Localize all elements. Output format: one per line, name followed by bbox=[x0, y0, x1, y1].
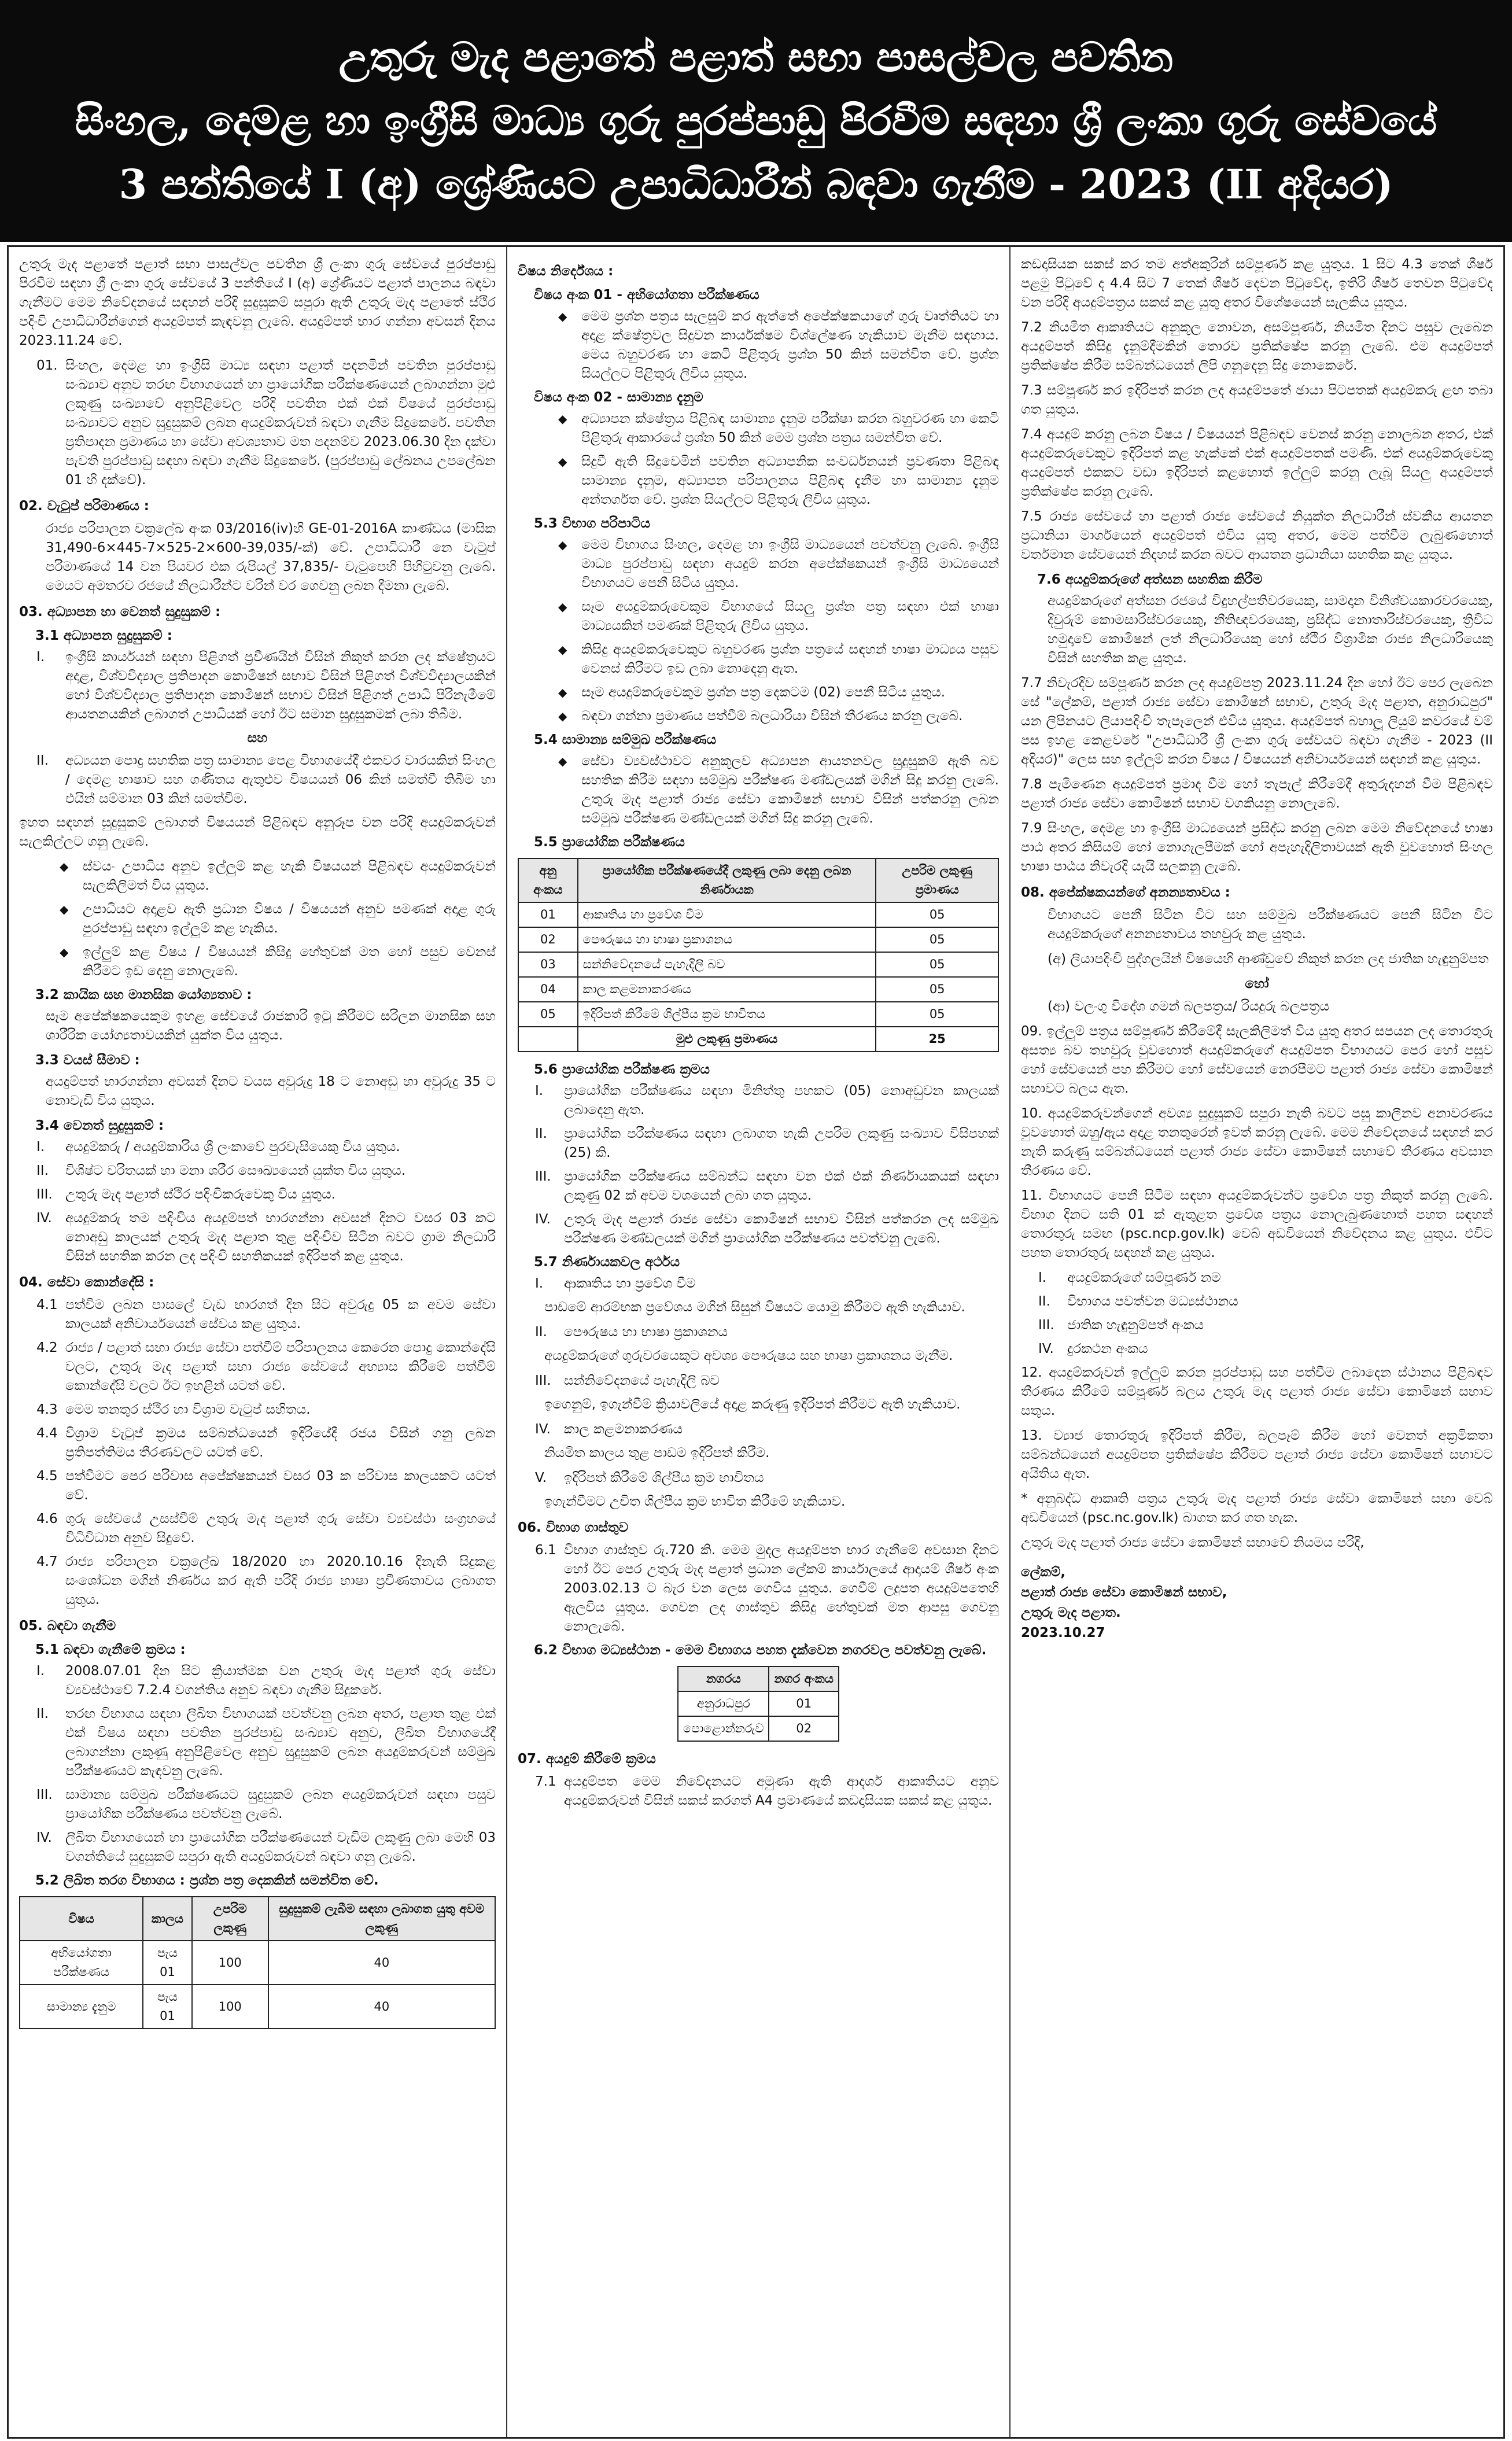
condition-4-2: 4.2 රාජ්‍ය / පළාත් සභා රාජ්‍ය සේවා පත්වීම් පරිපාලනය කෙරෙන පොදු කොන්දේසි වලට, උතුරු මැද පළාත් සභා රාජ්‍ය සේවයේ අභ්‍යාස කිරීමේ පත්වීම් කොන්දේසි වලට ඊට ඉහළින් යටත් වේ. bbox=[36, 1340, 496, 1393]
table-header: අනු අංකය bbox=[518, 858, 578, 902]
apply-7-3: 7.3 සම්පූර්ණ කර ඉදිරිපත් කරන ලද අයදුම්පතේ ඡායා පිටපතක් අයදුම්කරු ළඟ තබා ගත යුතුය. bbox=[1021, 383, 1493, 417]
paper-02-text-1: ◆ අධ්‍යාපන ක්ෂේත්‍රය පිළිබඳ සාමාන්‍ය දැනුම පරීක්ෂා කරන බහුවරණ හා කෙටි පිළිතුරු ආකාරයේ ප්‍රශ්න 50 කින් මෙම ප්‍රශ්න පත්‍රය සමන්විත වේ. bbox=[518, 410, 999, 448]
qualification-ii: II. අධ්‍යයන පොදු සහතික පත්‍ර සාමාන්‍ය පෙළ විභාගයේදී එකවර වාරයකින් සිංහල / දෙමළ භාෂාව සහ ගණිතය ඇතුළුව විෂයයන් 06 කින් සමත්වී තිබීම හා එයින් සම්මාන 03 කින් සමත්වීම. bbox=[36, 753, 496, 806]
section-3-2-text: සෑම අපේක්ෂකයෙකුම ඉහළ සේවයේ රාජකාරි ඉටු කිරීමට සරිලන මානසික සහ ශාරීරික යෝග්‍යතාවයකින් යුක්ත විය යුතුය. bbox=[46, 1009, 496, 1043]
section-3-1-title: 3.1 අධ්‍යාපන සුදුසුකම් : bbox=[35, 628, 172, 643]
note-bullet-3: ◆ ඉල්ලුම් කළ විෂය / විෂයයන් කිසිදු හේතුවක් මත හෝ පසුව වෙනස් කිරීමට ඉඩ දෙනු නොලැබේ. bbox=[19, 943, 496, 981]
other-qual-iv: IV. අයදුම්කරු තම පදිංචිය අයදුම්පත් භාරගන්නා අවසන් දිනට වසර 03 කට නොඅඩු කාලයක් උතුරු මැද පළාත තුළ පදිංචිව සිටින බවට ග්‍රාම නිලධාරි විසින් සහතික කරන ලද පදිංචි සහතිකයක් ඉදිරිපත් කළ යුතුය. bbox=[36, 1211, 496, 1264]
age-limit-text: අයදුම්පත් භාරගන්නා අවසන් දිනට වයස අවුරුදු 18 ට නොඅඩු හා අවුරුදු 35 ට නොවැඩි විය යුතුය. bbox=[46, 1074, 496, 1108]
table-header: නගර අංකය bbox=[769, 1666, 838, 1691]
criterion-v: V. ඉදිරිපත් කිරීමේ ශිල්පීය ක්‍රම භාවිතය bbox=[535, 1470, 764, 1485]
salary-scale-text: රාජ්‍ය පරිපාලන චක්‍රලේඛ අංක 03/2016(iv)හි GE-01-2016A කාණ්ඩය (මාසික 31,490-6×445-7×525-2×600-39,035/-ක්) වේ. උපාධිධාරී නෙ වැටුප් පරිමාණයේ 14 වන පියවර එක රුපියල් 37,835/- වැටුපෙහි පිහිටුවනු ලැබේ. මෙයට අමතරව රජයේ නිලධාරීන්ට වරින් වර ගෙවනු ලබන දීමනා ලැබේ. bbox=[46, 521, 496, 593]
section-06-title: 06. විභාග ගාස්තුව bbox=[518, 1520, 629, 1535]
exam-rule-2: ◆ සෑම අයදුම්කරුවෙකුම විභාගයේ සියලු ප්‍රශ්න පත්‍ර සඳහා එක් භාෂා මාධ්‍යයකින් පමණක් පිළිතුරු ලිවිය යුතුය. bbox=[518, 598, 999, 636]
table-total-row: මුළු ලකුණු ප්‍රමාණය 25 bbox=[518, 1027, 998, 1052]
intro-paragraph: උතුරු මැද පළාතේ පළාත් සභා පාසල්වල පවතින ශ්‍රී ලංකා ගුරු සේවයේ පුරප්පාඩු පිරවීම සඳහා ශ්‍රී ලංකා ගුරු සේවයේ 3 පන්තියේ I (අ) ශ්‍රේණියට පළාත් පාලනය බඳවා ගැනීමට මෙම නිවේදනයේ සඳහන් පරිදි සුදුසුකම් සපුරා ඇති උතුරු මැද පළාතේ ස්ථිර පදිංචි උපාධිධාරීන්ගෙන් අයදුම්පත් කැඳවනු ලැබේ. අයදුම්පත් භාර ගන්නා අවසන් දිනය 2023.11.24 වේ. bbox=[19, 257, 496, 348]
note-bullet-2: ◆ උපාධියට අදාළව ඇති ප්‍රධාන විෂය / විෂයයන් අනුව පමණක් අදාළ ගුරු පුරප්පාඩු සඳහා ඉල්ලුම් කළ හැකිය. bbox=[19, 900, 496, 938]
other-qual-iii: III. උතුරු මැද පළාත් ස්ථිර පදිංචිකරුවෙකු විය යුතුය. bbox=[36, 1187, 335, 1202]
table-row: පොළොන්නරුව 02 bbox=[678, 1716, 839, 1741]
criterion-ii-text: අයදුම්කරුගේ ගුරුවරයෙකුට අවශ්‍ය පෞරුෂය සහ භාෂා ප්‍රකාශනය මැනීම. bbox=[544, 1348, 953, 1363]
apply-7-6-title: 7.6 අයදුම්කරුගේ අත්සන සහතික කිරීම bbox=[1037, 572, 1263, 587]
condition-4-4: 4.4 විශ්‍රාම වැටුප් ක්‍රමය සම්බන්ධයෙන් ඉදිරියේදී රජය විසින් ගනු ලබන ප්‍රතිපත්තිමය තීරණවලට යටත් වේ. bbox=[36, 1426, 496, 1460]
admission-info-iv: IV. දුරකථන අංකය bbox=[1038, 1341, 1148, 1356]
table-row: 02 පෞරුෂය හා භාෂා ප්‍රකාශනය 05 bbox=[518, 927, 998, 952]
syllabus-title: විෂය නිර්දේශය : bbox=[518, 264, 614, 279]
criterion-i-text: පාඩමේ ආරම්භක ප්‍රවේශය මගින් සිසුන් විෂයට යොමු කිරීමට ඇති හැකියාව. bbox=[544, 1300, 965, 1315]
criterion-iv: IV. කාල කළමනාකරණය bbox=[535, 1422, 683, 1437]
and-separator: සහ bbox=[247, 731, 268, 746]
criterion-iv-text: නියමිත කාලය තුළ පාඩම ඉදිරිපත් කිරීම. bbox=[544, 1446, 770, 1461]
apply-7-1-cont: කඩදාසියක සකස් කර තම අත්අකුරින් සම්පූර්ණ කළ යුතුය. 1 සිට 4.3 තෙක් ශීර්ෂ පළමු පිටුවේ ද 4.4 සිට 7 තෙක් ශීර්ෂ දෙවන පිටුවේද, ඉතිරි ශීර්ෂ තෙවන පිටුවේද වන පරිදි අයදුම්පත්‍රය සකස් කළ යුතු අතර විශේෂයෙන් සැලකිය යුතුය. bbox=[1021, 257, 1493, 310]
order-line: උතුරු මැද පළාත් රාජ්‍ය සේවා කොමිෂන් සභාවේ නියමය පරිදි, bbox=[1021, 1535, 1365, 1550]
table-row: 05 ඉදිරිපත් කිරීමේ ශිල්පීය ක්‍රම භාවිතය 05 bbox=[518, 1002, 998, 1027]
section-12: 12. අයදුම්කරුවන් ඉල්ලුම් කරන පුරප්පාඩු සහ පත්වීම ලබාදෙන ස්ථානය පිළිබඳව තීරණය කිරීමේ සම්පූර්ණ බලය උතුරු මැද පළාත් රාජ්‍ය සේවා කොමිෂන් සභාව සතුය. bbox=[1021, 1365, 1493, 1418]
apply-7-8: 7.8 පැමිණෙන අයදුම්පත් ප්‍රමාද වීම හෝ තැපැල් කිරීමේදී අතුරුදහන් වීම පිළිබඳව පළාත් රාජ්‍ය සේවා කොමිෂන් සභාව වගකියනු නොලැබේ. bbox=[1021, 777, 1493, 811]
admission-info-ii: II. විභාගය පවත්වන මධ්‍යස්ථානය bbox=[1038, 1294, 1238, 1309]
apply-7-6-text: අයදුම්කරුගේ අත්සන රජයේ විදුහල්පතිවරයෙකු, සාමදාන විනිශ්චයකාරවරයෙකු, දිවුරුම් කොමසාරිස්වරයෙකු, නීතිඥවරයෙකු, ප්‍රසිද්ධ නොතාරිස්වරයෙකු, ත්‍රිවිධ හමුදාවේ කොමිෂන් ලත් නිලධාරියෙකු හෝ ස්ථිර විශ්‍රාමික රාජ්‍ය නිලධාරියෙකු විසින් සහතික කළ යුතුය. bbox=[1048, 593, 1493, 666]
identity-text: විභාගයට පෙනී සිටින විට සහ සම්මුඛ පරීක්ෂණයට පෙනී සිටින විට අයදුම්කරුගේ අනන්‍යතාවය තහවුරු කළ යුතුය. bbox=[1048, 908, 1493, 942]
condition-4-7: 4.7 රාජ්‍ය පරිපාලන චක්‍රලේඛ 18/2020 හා 2020.10.16 දිනැති සිදුකළ සංශෝධන මගින් නිර්ණය කර ඇති පරිදි රාජ්‍ය භාෂා ප්‍රවීණතාවය ලබාගත යුතුය. bbox=[36, 1554, 496, 1607]
section-13: 13. ව්‍යාජ තොරතුරු ඉදිරිපත් කිරීම, බලපෑම් කිරීම හෝ වෙනත් අක්‍රමිකතා සම්බන්ධයෙන් අයදුම්පත ප්‍රතික්ෂේප කිරීමට පළාත් රාජ්‍ය සේවා කොමිෂන් සභාවට අයිතිය ඇත. bbox=[1021, 1428, 1493, 1481]
practical-method-i: I. ප්‍රායෝගික පරීක්ෂණය සඳහා මිනිත්තු පහකට (05) නොඅඩුවන කාලයක් ලබාදෙනු ඇත. bbox=[535, 1083, 999, 1118]
apply-7-7: 7.7 නිවැරදිව සම්පූර්ණ කරන ලද අයදුම්පත්‍ර 2023.11.24 දින හෝ ඊට පෙර ලැබෙන සේ "ලේකම්, පළාත් රාජ්‍ය සේවා කොමිෂන් සභාව, උතුරු මැද පළාත, අනුරාධපුර" යන ලිපිනයට ලියාපදිංචි තැපෑලෙන් එවිය යුතුය. අයදුම්පත් බහාලූ ලියුම් කවරයේ වම් පස ඉහළ කෙළවරේ "උපාධිධාරී ශ්‍රී ලංකා ගුරු සේවයට බඳවා ගැනීම - 2023 (II අදියර)" ලෙස සහ ඉල්ලුම් කරන විෂය / විෂයයන් අනිවාර්යයෙන් සඳහන් කළ යුතුය. bbox=[1021, 676, 1493, 767]
admission-info-i: I. අයදුම්කරුගේ සම්පූර්ණ නම bbox=[1038, 1270, 1221, 1285]
exam-rule-5: ◆ බඳවා ගන්නා ප්‍රමාණය පත්වීම් බලධාරියා විසින් තීරණය කරනු ලැබේ. bbox=[518, 707, 999, 726]
table-row: 03 සන්නිවේදනයේ පැහැදිලි බව 05 bbox=[518, 952, 998, 977]
column-3 bbox=[1011, 247, 1503, 2437]
practical-test-table bbox=[518, 858, 999, 1052]
criterion-iii: III. සන්නිවේදනයේ පැහැදිලි බව bbox=[535, 1373, 720, 1388]
signatory-office: පළාත් රාජ්‍ය සේවා කොමිෂන් සභාව, bbox=[1021, 1585, 1227, 1600]
exam-centre-table bbox=[677, 1666, 839, 1742]
signatory-province: උතුරු මැද පළාත. bbox=[1021, 1605, 1121, 1620]
recruit-i: I. 2008.07.01 දින සිට ක්‍රියාත්මක වන උතුරු මැද පළාත් ගුරු සේවා ව්‍යවස්ථාවේ 7.2.4 වගන්තිය අනුව බඳවා ගැනීම සිදුකරේ. bbox=[36, 1664, 496, 1698]
section-5-5-title: 5.5 ප්‍රායෝගික පරීක්ෂණය bbox=[534, 835, 685, 850]
apply-7-4: 7.4 අයදුම් කරනු ලබන විෂය / විෂයයන් පිළිබඳව වෙනස් කරනු නොලබන අතර, එක් අයදුම්කරුවෙකුට ඉදිරිපත් කළ හැක්කේ එක් අයදුම්පතක් පමණි. එක් අයදුම්කරුවෙකු අයදුම්පත් එකකට වඩා ඉදිරිපත් කළහොත් ඉල්ලුම් කරනු ලැබූ සියලු අයදුම්පත් ප්‍රතික්ෂේප කරනු ලැබේ. bbox=[1021, 427, 1493, 499]
section-01: 01. සිංහල, දෙමළ හා ඉංග්‍රීසි මාධ්‍ය සඳහා පළාත් පදනමින් පවතින පුරප්පාඩු සංඛ්‍යාව අනුව තරඟ විභාගයෙන් හා ප්‍රායෝගික පරීක්ෂණයෙන් ලබාගන්නා මුළු ලකුණු සංඛ්‍යාවේ අනුපිළිවෙල පරිදි පවතින එක් එක් විෂයේ පුරප්පාඩු සංඛ්‍යාවට අනුව සුදුසුකම් ලබන අයදුම්කරුවන් බඳවා ගැනීම සිදුකෙරේ. පවතින ප්‍රතිපාදන ප්‍රමාණය හා සේවා අවශ්‍යතාව මත පදනම්ව 2023.06.30 දින දක්වා පැවති පුරප්පාඩු සඳහා බඳවා ගැනීම සිදුකෙරේ. (පුරප්පාඩු ලේඛනය උපලේඛන 01 හි දක්වේ). bbox=[36, 358, 496, 488]
section-5-1-title: 5.1 බඳවා ගැනීමේ ක්‍රමය : bbox=[35, 1642, 186, 1657]
star-note: * අනුබද්ධ ආකෘති පත්‍රය උතුරු මැද පළාත් රාජ්‍ය සේවා කොමිෂන් සභා වෙබ් අඩවියෙන් (psc.nc.gov.lk) බාගත කර ගත හැක. bbox=[1021, 1491, 1493, 1525]
apply-7-2: 7.2 නියමිත ආකෘතියට අනුකූල නොවන, අසම්පූර්ණ, නියමිත දිනට පසුව ලැබෙන අයදුම්පත් කිසිදු දැනුම්දීමකින් තොරව ප්‍රතික්ෂේප කරනු ලැබේ. එම අයදුම්පත් ප්‍රතික්ෂේප කිරීම සම්බන්ධයෙන් ලිපි ගනුදෙනු සිදු නොකෙරේ. bbox=[1021, 320, 1493, 373]
paper-01-title: විෂය අංක 01 - අභියෝගතා පරීක්ෂණය bbox=[534, 287, 759, 303]
recruit-ii: II. තරඟ විභාගය සඳහා ලිඛිත විභාගයක් පවත්වනු ලබන අතර, පළාත තුළ එක් එක් විෂය සඳහා පවතින පුරප්පාඩු සංඛ්‍යාව අනුව, ලිඛිත විභාගයේදී ලබාගන්නා ලකුණු අනුපිළිවෙල අනුව සුදුසුකම් ලබන අයදුම්කරුවන් සම්මුඛ පරීක්ෂණයට කැඳවනු ලැබේ. bbox=[36, 1706, 496, 1779]
section-3-3-title: 3.3 වයස් සීමාව : bbox=[35, 1053, 140, 1068]
table-header: උපරිම ලකුණු bbox=[192, 1897, 268, 1941]
table-header: නගරය bbox=[678, 1666, 769, 1691]
apply-7-5: 7.5 රාජ්‍ය සේවයේ හා පළාත් රාජ්‍ය සේවයේ නියුක්ත නිලධාරීන් ස්වකීය ආයතන ප්‍රධානියා මාර්ගයෙන් අයදුම්පත් එවිය යුතු අතර, මෙම පත්වීම ලැබුණහොත් වර්තමාන සේවයෙන් නිදහස් කරන බවට ආයතන ප්‍රධානියා සහතික කළ යුතුය. bbox=[1021, 509, 1493, 562]
criterion-ii: II. පෞරුෂය හා භාෂා ප්‍රකාශනය bbox=[535, 1325, 728, 1340]
identity-a: (අ) ලියාපදිංචි පුද්ගලයින් විෂයෙහි ආණ්ඩුවේ නිකුත් කරන ලද ජාතික හැඳුනුම්පත bbox=[1048, 952, 1489, 967]
exam-rule-1: ◆ මෙම විභාගය සිංහල, දෙමළ හා ඉංග්‍රීසි මාධ්‍යයෙන් පවත්වනු ලැබේ. ඉංග්‍රීසි මාධ්‍ය පුරප්පාඩු සඳහා අයදුම් කරන අපේක්ෂකයන් ඉංග්‍රීසි මාධ්‍යයෙන් විභාගයට පෙනී සිටිය යුතුය. bbox=[518, 536, 999, 593]
section-5-2-title: 5.2 ලිඛිත තරග විභාගය : ප්‍රශ්න පත්‍ර දෙකකින් සමන්විත වේ. bbox=[35, 1873, 379, 1888]
identity-b: (ආ) වලංගු විදේශ ගමන් බලපත්‍රය/ රියදුරු බලපත්‍රය bbox=[1048, 999, 1330, 1014]
recruit-iii: III. සාමාන්‍ය සම්මුඛ පරීක්ෂණයට සුදුසුකම් ලබන අයදුම්කරුවන් සඳහා පසුව ප්‍රායෝගික පරීක්ෂණය පවත්වනු ලැබේ. bbox=[36, 1787, 496, 1821]
signature-block bbox=[1021, 1563, 1493, 1643]
exam-rule-4: ◆ සෑම අයදුම්කරුවෙකුම ප්‍රශ්න පත්‍ර දෙකටම (02) පෙනී සිටිය යුතුය. bbox=[518, 683, 999, 702]
paper-01-text: ◆ මෙම ප්‍රශ්න පත්‍රය සැලසුම් කර ඇත්තේ අපේක්ෂකයාගේ ගුරු වෘත්තියට හා අදාළ ක්ෂේත්‍රවල සිදුවන කාර්යක්ෂම විශ්ලේෂණ හැකියාව මැනීම සඳහාය. මෙය බහුවරණ හා කෙටි පිළිතුරු ප්‍රශ්න 50 කින් සමන්විත වේ. ප්‍රශ්න සියල්ලට පිළිතුරු ලිවිය යුතුය. bbox=[518, 307, 999, 384]
note-bullet-1: ◆ ස්වයං උපාධිය අනුව ඉල්ලුම් කළ හැකි විෂයයන් පිළිබඳව අයදුම්කරුවන් සැලකිලිමත් විය යුතුය. bbox=[19, 857, 496, 895]
notice-date: 2023.10.27 bbox=[1021, 1625, 1105, 1640]
notice-body bbox=[7, 245, 1505, 2439]
section-02-title: 02. වැටුප් පරිමාණය : bbox=[19, 499, 149, 514]
table-header: උපරිම ලකුණු ප්‍රමාණය bbox=[876, 858, 998, 902]
admission-info-iii: III. ජාතික හැඳුනුම්පත් අංකය bbox=[1038, 1318, 1204, 1333]
condition-4-6: 4.6 ගුරු සේවයේ උසස්වීම් උතුරු මැද පළාත් ගුරු සේවා ව්‍යවස්ථා සංග්‍රහයේ විධිවිධාන අනුව සිදුවේ. bbox=[36, 1511, 496, 1546]
section-05-title: 05. බඳවා ගැනීම bbox=[19, 1618, 116, 1634]
qualification-note: ඉහත සඳහන් සුදුසුකම් ලබාගත් විෂයයන් පිළිබඳව අනුරූප වන පරිදි අයදුම්කරුවන් සැලකිල්ලට ගනු ලැබේ. bbox=[19, 815, 496, 849]
practical-method-iii: III. ප්‍රායෝගික පරීක්ෂණය සම්බන්ධ සඳහා වන එක් එක් නිර්ණායකයක් සඳහා ලකුණු 02 ක් අවම වශයෙන් ලබා ගත යුතුය. bbox=[535, 1169, 999, 1203]
table-row: අභියෝගතා පරීක්ෂණය පැය 01 100 40 bbox=[20, 1941, 495, 1985]
signatory-title: ලේකම්, bbox=[1021, 1565, 1066, 1580]
criterion-i: I. ආකෘතිය හා ප්‍රවේශ වීම bbox=[535, 1276, 696, 1291]
table-header: සුදුසුකම් ලැබීම සඳහා ලබාගත යුතු අවම ලකුණු bbox=[268, 1897, 495, 1941]
table-header: කාලය bbox=[143, 1897, 192, 1941]
criterion-iii-text: ඉගෙනුම්, ඉගැන්වීම් ක්‍රියාවලියේ අදාළ කරුණු ඉදිරිපත් කිරීමට ඇති හැකියාව. bbox=[544, 1397, 961, 1412]
section-04-title: 04. සේවා කොන්දේසි : bbox=[19, 1275, 154, 1290]
practical-method-iv: IV. උතුරු මැද පළාත් රාජ්‍ය සේවා කොමිෂන් සභාව විසින් පත්කරන ලද සම්මුඛ පරීක්ෂණ මණ්ඩලයක් මගින් ප්‍රායෝගික පරීක්ෂණය පවත්වනු ලැබේ. bbox=[535, 1212, 999, 1246]
section-10: 10. අයදුම්කරුවන්ගෙන් අවශ්‍ය සුදුසුකම් සපුරා නැති බවට පසු කාලීනව අනාවරණය වුවහොත් ඔහු/ඇය අදාළ තනතුරෙන් ඉවත් කරනු ලැබේ. මෙම නිවේදනයේ සඳහන් කර නැති කරුණු සම්බන්ධයෙන් පළාත් රාජ්‍ය සේවා කොමිෂන් සභාවේ තීරණය අවසාන තීරණය වේ. bbox=[1021, 1106, 1493, 1178]
header-line-2: සිංහල, දෙමළ හා ඉංග්‍රීසි මාධ්‍ය ගුරු පුරප්පාඩු පිරවීම සඳහා ශ්‍රී ලංකා ගුරු සේවයේ bbox=[75, 97, 1437, 145]
section-09: 09. ඉල්ලුම් පත්‍රය සම්පූර්ණ කිරීමේදී සැලකිලිමත් විය යුතු අතර සපයන ලද තොරතුරු අසත්‍ය බව තහවුරු වුවහොත් අයදුම්කරුගේ අයදුම්පත විභාගයට පෙර හෝ පසුව හෝ සේවයෙන් පහ කිරීමට හෝ සේවයෙන් නෙරපීමට පළාත් රාජ්‍ය සේවා කොමිෂන් සභාවට බලය ඇත. bbox=[1021, 1024, 1493, 1096]
condition-4-1: 4.1 පත්වීම ලබන පාසලේ වැඩ භාරගත් දින සිට අවුරුදු 05 ක අවම සේවා කාලයක් අනිවාර්යයෙන් සේවය කළ යුතුය. bbox=[36, 1297, 496, 1332]
table-header: විෂය bbox=[20, 1897, 143, 1941]
header-line-3: 3 පන්තියේ I (අ) ශ්‍රේණියට උපාධිධාරීන් බඳවා ගැනීම - 2023 (II අදියර) bbox=[119, 160, 1393, 208]
table-row: 04 කාල කළමනාකරණය 05 bbox=[518, 977, 998, 1002]
column-1 bbox=[9, 247, 507, 2437]
section-5-3-title: 5.3 විභාග පරිපාටිය bbox=[534, 516, 651, 531]
section-03-title: 03. අධ්‍යාපන හා වෙනත් සුදුසුකම් : bbox=[19, 604, 221, 620]
other-qual-i: I. අයදුම්කරු / අයදුම්කාරිය ශ්‍රී ලංකාවේ පුරවැසියෙකු විය යුතුය. bbox=[36, 1140, 400, 1155]
criterion-v-text: ඉගැන්වීමට උචිත ශිල්පීය ක්‍රම භාවිත කිරීමේ හැකියාව. bbox=[544, 1494, 846, 1509]
section-3-2-title: 3.2 කායික සහ මානසික යෝග්‍යතාව : bbox=[35, 987, 252, 1002]
qualification-i: I. ඉංග්‍රීසි කාර්යයන් සඳහා පිළිගත් ප්‍රවීණයින් විසින් නිකුත් කරන ලද ක්ෂේත්‍රයට අදාළ, විශ්වවිද්‍යාල ප්‍රතිපාදන කොමිෂන් සභාව විසින් පිළිගත් විශ්වවිද්‍යාලයකින් හෝ විශ්වවිද්‍යාල ප්‍රතිපාදන කොමිෂන් සභාව විසින් පිළිගත් උපාධි පිරිනැමීමේ ආයතනයකින් ලබාගත් උපාධියක් හෝ ඊට සමාන සුදුසුකමක් ලබා තිබීම. bbox=[36, 650, 496, 722]
recruit-iv: IV. ලිඛිත විභාගයෙන් හා ප්‍රායෝගික පරීක්ෂණයෙන් වැඩිම ලකුණු ලබා මෙහි 03 වගන්තියේ සුදුසුකම් සපුරා ඇති අයදුම්කරුවන් බඳවා ගනු ලැබේ. bbox=[36, 1830, 496, 1864]
table-row: සාමාන්‍ය දැනුම පැය 01 100 40 bbox=[20, 1985, 495, 2029]
table-header: ප්‍රායෝගික පරීක්ෂණයේදී ලකුණු ලබා දෙනු ලබන නිර්ණායක bbox=[578, 858, 876, 902]
condition-4-3: 4.3 මෙම තනතුර ස්ථිර හා විශ්‍රාම වැටුප් සහිතය. bbox=[36, 1402, 311, 1417]
section-5-7-title: 5.7 නිර්ණායකවල අර්ථය bbox=[534, 1255, 680, 1270]
practical-method-ii: II. ප්‍රායෝගික පරීක්ෂණය සඳහා ලබාගත හැකි උපරිම ලකුණු සංඛ්‍යාව විසිපහක් (25) කි. bbox=[535, 1126, 999, 1160]
column-2 bbox=[507, 247, 1011, 2437]
header-line-1: උතුරු මැද පළාතේ පළාත් සභා පාසල්වල පවතින bbox=[338, 33, 1174, 81]
table-row: 01 ආකෘතිය හා ප්‍රවේශ වීම 05 bbox=[518, 902, 998, 927]
section-6-2-title: 6.2 විභාග මධ්‍යස්ථාන - මෙම විභාගය පහත දැක්වෙන නගරවල පවත්වනු ලැබේ. bbox=[534, 1643, 987, 1658]
paper-02-title: විෂය අංක 02 - සාමාන්‍ය දැනුම bbox=[534, 390, 703, 405]
or-separator: හෝ bbox=[1245, 976, 1269, 991]
exam-rule-3: ◆ කිසිදු අයදුම්කරුවෙකුට බහුවරණ ප්‍රශ්න පත්‍රයේ සඳහන් භාෂා මාධ්‍යය පසුව වෙනස් කිරීමට ඉඩ ලබා නොදෙනු ඇත. bbox=[518, 640, 999, 679]
section-11: 11. විභාගයට පෙනී සිටීම සඳහා අයදුම්කරුවන්ට ප්‍රවේශ පත්‍ර නිකුත් කරනු ලැබේ. විභාග දිනට සති 01 ක් ඇතුළත ප්‍රවේශ පත්‍රය නොලැබුණහොත් පහත සඳහන් තොරතුරු සමඟ (psc.ncp.gov.lk) වෙබ් අඩවියෙන් නිවේදනය කළ යුතුය. එවිට පහත තොරතුරු සඳහන් කළ යුතුය. bbox=[1021, 1188, 1493, 1260]
paper-02-text-2: ◆ සිදුවී ඇති සිදුවෙමින් පවතින අධ්‍යාපනික සංවර්ධනයන් ප්‍රවණතා පිළිබඳ සාමාන්‍ය දැනුම, අධ්‍යාපන පරිපාලනය පිළිබඳ දැනීම හා සාමාන්‍ය දැනුම අන්තර්ගත වේ. ප්‍රශ්න සියල්ලට පිළිතුරු ලිවිය යුතුය. bbox=[518, 452, 999, 510]
apply-7-9: 7.9 සිංහල, දෙමළ හා ඉංග්‍රීසි මාධ්‍යයෙන් ප්‍රසිද්ධ කරනු ලබන මෙම නිවේදනයේ භාෂා පාඨ අතර කිසියම් හෝ නොගැලපීමක් හෝ අපැහැදිලිතාවයක් ඇති වුවහොත් සිංහල භාෂා පාඨය නිවැරදි යැයි සලකනු ලැබේ. bbox=[1021, 821, 1493, 874]
condition-4-5: 4.5 පත්වීමට පෙර පරිවාස අපේක්ෂකයන් වසර 03 ක පරිවාස කාලයකට යටත් වේ. bbox=[36, 1469, 496, 1503]
section-5-6-title: 5.6 ප්‍රායෝගික පරීක්ෂණ ක්‍රමය bbox=[534, 1062, 710, 1077]
section-5-4-title: 5.4 සාමාන්‍ය සම්මුඛ පරීක්ෂණය bbox=[534, 732, 717, 747]
table-row: අනුරාධපුර 01 bbox=[678, 1691, 839, 1716]
other-qual-ii: II. විශිෂ්ට චරිතයක් හා මනා ශරීර සෞඛ්‍යයෙන් යුක්ත විය යුතුය. bbox=[36, 1163, 406, 1178]
apply-7-1: 7.1 අයදුම්පත මෙම නිවේදනයට අමුණා ඇති ආදර්ශ ආකෘතියට අනුව අයදුම්කරුවන් විසින් සකස් කරගත් A4 ප්‍රමාණයේ කඩදාසියක සකස් කළ යුතුය. bbox=[535, 1774, 999, 1808]
section-08-title: 08. අපේක්ෂකයන්ගේ අනන්‍යතාවය : bbox=[1021, 885, 1230, 900]
written-exam-table bbox=[19, 1896, 496, 2029]
section-3-4-title: 3.4 වෙනත් සුදුසුකම් : bbox=[35, 1118, 164, 1133]
fee-6-1: 6.1 විභාග ගාස්තුව රු.720 කි. මෙම මුදල අයදුම්පත භාර ගැනීමේ අවසාන දිනට හෝ ඊට පෙර උතුරු මැද පළාත් ප්‍රධාන ලේකම් කාර්යාලයේ ආදායම් ශීර්ෂ අංක 2003.02.13 ට බැර වන ලෙස ගෙවිය යුතුය. ගෙවීම් ලදුපත අයදුම්පතෙහි ඇලවිය යුතුය. ගෙවන ලද ගාස්තුව කිසිදු හේතුවක් මත ආපසු ගෙවනු නොලැබේ. bbox=[535, 1543, 999, 1634]
notice-header bbox=[0, 0, 1512, 242]
interview-text: ◆ සේවා ව්‍යවස්ථාවට අනුකූලව අධ්‍යාපන ආයතනවල සුදුසුකම් ඇති බව සහතික කිරීම සඳහා සම්මුඛ පරීක්ෂණ මණ්ඩලයක් මගින් සිදු කරනු ලැබේ. උතුරු මැද පළාත් රාජ්‍ය සේවා කොමිෂන් සභාව විසින් පත්කරනු ලබන සම්මුඛ පරීක්ෂණ මණ්ඩලයක් මගින් සිදු කරනු ලැබේ. bbox=[518, 752, 999, 828]
section-07-title: 07. අයදුම් කිරීමේ ක්‍රමය bbox=[518, 1752, 656, 1767]
